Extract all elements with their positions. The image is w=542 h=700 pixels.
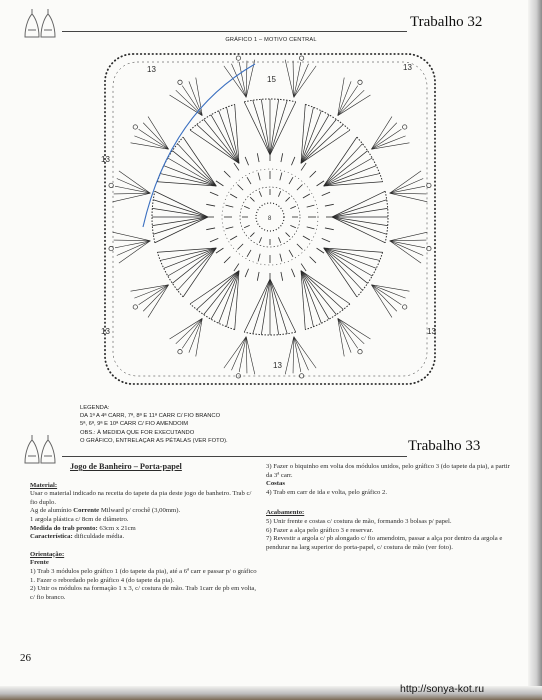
picot-mark bbox=[402, 125, 406, 129]
petal-stitch bbox=[211, 115, 239, 163]
stitch-mark bbox=[234, 264, 239, 271]
picot-mark bbox=[427, 183, 431, 187]
stitch-mark bbox=[301, 163, 306, 170]
stitch-mark bbox=[278, 191, 280, 197]
step-5: 5) Unir frente e costas c/ costura de mão, formando 3 bolsas p/ papel. bbox=[266, 517, 452, 525]
outer-fan-stitch bbox=[148, 285, 169, 318]
finishing-heading: Acabamento: bbox=[266, 509, 305, 517]
outer-fan-stitch bbox=[338, 318, 364, 343]
stitch-mark bbox=[244, 225, 250, 227]
petal-stitch bbox=[178, 144, 217, 186]
stitch-mark bbox=[291, 269, 294, 277]
stitch-mark bbox=[247, 250, 251, 257]
outer-fan-stitch bbox=[371, 143, 409, 149]
outer-fan-stitch bbox=[246, 61, 247, 98]
round-label: 15 bbox=[267, 75, 276, 84]
petal-stitch bbox=[153, 200, 208, 217]
stitch-mark bbox=[310, 257, 316, 263]
outer-fan-stitch bbox=[246, 337, 247, 374]
outer-fan-stitch bbox=[114, 240, 151, 241]
header-rule-1 bbox=[62, 31, 407, 32]
stitch-mark bbox=[250, 233, 254, 237]
stitch-mark bbox=[237, 244, 243, 250]
stitch-mark bbox=[206, 204, 215, 206]
picot-mark bbox=[109, 246, 113, 250]
outer-fan-stitch bbox=[390, 240, 427, 241]
instructions-right-column bbox=[266, 463, 510, 552]
outer-fan-stitch bbox=[113, 193, 151, 202]
outer-fan-stitch bbox=[285, 60, 294, 98]
stitch-mark bbox=[258, 173, 260, 181]
petal-stitch bbox=[204, 271, 239, 315]
petal-stitch bbox=[301, 119, 336, 163]
petal-stitch bbox=[324, 248, 368, 283]
picot-mark bbox=[178, 80, 182, 84]
stitch-mark bbox=[281, 153, 283, 162]
stitch-mark bbox=[224, 257, 230, 263]
outer-fan-stitch bbox=[176, 318, 202, 343]
picot-mark bbox=[133, 305, 137, 309]
petal-stitch bbox=[204, 119, 239, 163]
outer-fan-stitch bbox=[131, 143, 169, 149]
center-label: 8 bbox=[268, 216, 272, 222]
petal-stitch bbox=[270, 279, 287, 334]
outer-fan-stitch bbox=[294, 64, 309, 98]
legend-line: OBS.: À MEDIDA QUE FOR EXECUTANDO bbox=[80, 429, 195, 436]
stitch-mark bbox=[301, 264, 306, 271]
round-label: 13 bbox=[403, 63, 412, 72]
stitch-mark bbox=[224, 171, 230, 177]
petal-stitch bbox=[301, 125, 343, 164]
watermark-url: http://sonya-kot.ru bbox=[400, 683, 485, 695]
stitch-mark bbox=[317, 248, 324, 253]
outer-fan-stitch bbox=[371, 285, 392, 318]
petal-stitch bbox=[178, 248, 217, 290]
petal-stitch bbox=[324, 248, 363, 290]
stitch-mark bbox=[237, 184, 243, 190]
stitch-mark bbox=[259, 237, 261, 243]
front-heading: Frente bbox=[30, 559, 49, 567]
stitch-mark bbox=[289, 177, 293, 184]
stitch-mark bbox=[325, 204, 334, 206]
petal-stitch bbox=[301, 271, 343, 310]
header-rule-2 bbox=[62, 456, 407, 457]
stitch-mark bbox=[257, 272, 259, 281]
material-heading: Material: bbox=[30, 481, 58, 489]
outer-fan-stitch bbox=[338, 318, 371, 339]
petal-stitch bbox=[332, 200, 387, 217]
outer-fan-stitch bbox=[131, 285, 169, 291]
outer-fan-stitch bbox=[246, 337, 255, 375]
stitch-mark bbox=[307, 227, 315, 229]
needle-text: Ag de alumínio Corrente Milward p/ crochê (3,00mm). bbox=[30, 507, 181, 515]
stitch-mark bbox=[216, 181, 223, 186]
step-1: 1) Trab 3 módulos pelo gráfico 1 (do tapete da pia), até a 6ª carr e passar p/ o gráfico 1. Fazer o rebordado pelo gráfico 4 (do tapete da pia). bbox=[30, 567, 257, 584]
outer-fan-stitch bbox=[113, 232, 151, 241]
outer-fan-stitch bbox=[390, 178, 424, 193]
crochet-chart bbox=[95, 42, 445, 392]
picot-mark bbox=[299, 56, 303, 60]
petal-stitch bbox=[197, 271, 239, 310]
round-label: 13 bbox=[147, 65, 156, 74]
outer-fan-stitch bbox=[294, 337, 309, 371]
outer-fan-stitch bbox=[390, 193, 428, 202]
stitch-mark bbox=[259, 191, 261, 197]
section-heading-trabalho-33: Trabalho 33 bbox=[408, 438, 481, 454]
step-3: 3) Fazer o biquinho em volta dos módulos unidos, pelo gráfico 3 (do tapete da pia), a partir da 3ª carr. bbox=[266, 463, 510, 479]
stitch-mark bbox=[310, 171, 316, 177]
ring-text: 1 argola plástica c/ 8cm de diâmetro. bbox=[30, 515, 129, 523]
chart-title: GRÁFICO 1 – MOTIVO CENTRAL bbox=[225, 37, 317, 43]
outer-fan-stitch bbox=[117, 178, 151, 193]
petal-stitch bbox=[324, 144, 363, 186]
stitch-mark bbox=[289, 250, 293, 257]
picot-mark bbox=[358, 80, 362, 84]
stitch-mark bbox=[286, 197, 290, 201]
outer-fan-stitch bbox=[148, 117, 169, 150]
petal-stitch bbox=[301, 271, 336, 315]
stitch-mark bbox=[226, 205, 234, 207]
outer-fan-stitch bbox=[371, 123, 396, 149]
page-edge-shadow bbox=[528, 0, 542, 700]
stitch-mark bbox=[322, 238, 330, 241]
outer-fan-stitch bbox=[293, 337, 294, 374]
stitch-mark bbox=[286, 233, 290, 237]
stitch-mark bbox=[281, 272, 283, 281]
outer-fan-stitch bbox=[338, 78, 344, 116]
outer-fan-stitch bbox=[231, 64, 246, 98]
round-label: 13 bbox=[101, 327, 110, 336]
stitch-mark bbox=[210, 192, 218, 195]
legend-line: 5ª, 6ª, 9ª E 10ª CARR C/ FIO AMENDOIM bbox=[80, 421, 189, 428]
stitch-mark bbox=[257, 153, 259, 162]
picot-mark bbox=[236, 56, 240, 60]
orientation-heading: Orientação: bbox=[30, 550, 65, 558]
stitch-mark bbox=[325, 228, 334, 230]
instructions-left-column bbox=[30, 463, 258, 602]
stitch-mark bbox=[206, 228, 215, 230]
stitch-mark bbox=[290, 225, 296, 227]
stitch-mark bbox=[230, 236, 237, 240]
outer-fan-stitch bbox=[170, 318, 203, 339]
stitch-mark bbox=[280, 254, 282, 262]
outer-fan-stitch bbox=[338, 318, 344, 356]
picot-mark bbox=[358, 349, 362, 353]
step-4: 4) Trab em carr de ida e volta, pelo gráfico 2. bbox=[266, 488, 388, 496]
step-7: 7) Revestir a argola c/ pb alongado c/ fio amendoim, passar a alça por dentro da argola e pendurar na larg superior do porta-papel, c/ costura de mão (ver foto). bbox=[266, 535, 503, 551]
stitch-mark bbox=[297, 184, 303, 190]
round-label: 13 bbox=[101, 155, 110, 164]
stitch-mark bbox=[307, 205, 315, 207]
petal-stitch bbox=[324, 158, 372, 186]
legend-line: O GRÁFICO, ENTRELAÇAR AS PÉTALAS (VER FOTO). bbox=[80, 437, 228, 444]
stitch-mark bbox=[303, 194, 310, 198]
outer-fan-stitch bbox=[390, 193, 427, 194]
petal-stitch bbox=[301, 115, 329, 163]
round-label: 13 bbox=[273, 361, 282, 370]
stitch-mark bbox=[322, 192, 330, 195]
characteristic-text: Característica: dificuldade média. bbox=[30, 533, 125, 541]
step-2: 2) Unir os módulos na formação 1 x 3, c/ costura de mão. Trab 1carr de pb em volta, c/ fio branco. bbox=[30, 585, 257, 601]
outer-fan-stitch bbox=[196, 318, 202, 356]
measure-text: Medida do trab pronto: 63cm x 21cm bbox=[30, 524, 136, 532]
outer-fan-stitch bbox=[143, 285, 168, 311]
step-6: 6) Fazer a alça pelo gráfico 3 e reservar. bbox=[266, 526, 374, 534]
outer-fan-stitch bbox=[338, 90, 364, 115]
stitch-mark bbox=[303, 236, 310, 240]
back-heading: Costas bbox=[266, 480, 285, 488]
outer-fan-stitch bbox=[371, 117, 392, 150]
petal-stitch bbox=[168, 248, 216, 276]
petal-stitch bbox=[270, 100, 287, 155]
chart-legend bbox=[80, 404, 228, 445]
outer-fan-stitch bbox=[114, 193, 151, 194]
petal-stitch bbox=[211, 271, 239, 319]
outer-fan-stitch bbox=[143, 123, 168, 149]
stitch-mark bbox=[278, 237, 280, 243]
stitch-mark bbox=[216, 248, 223, 253]
legend-line: LEGENDA: bbox=[80, 405, 110, 411]
stitch-mark bbox=[280, 173, 282, 181]
stitch-mark bbox=[245, 157, 248, 165]
picot-mark bbox=[178, 349, 182, 353]
petal-stitch bbox=[332, 217, 387, 234]
petal-stitch bbox=[168, 158, 216, 186]
stitch-mark bbox=[226, 227, 234, 229]
material-text: Usar o material indicado na receita do tapete da pia deste jogo de banheiro. Trab c/ fio duplo. bbox=[30, 490, 252, 506]
outer-fan-stitch bbox=[231, 337, 246, 371]
stitch-mark bbox=[234, 163, 239, 170]
petal-stitch bbox=[253, 100, 270, 155]
picot-mark bbox=[427, 246, 431, 250]
petal-stitch bbox=[301, 271, 329, 319]
petal-stitch bbox=[324, 151, 368, 186]
outer-fan-stitch bbox=[293, 61, 294, 98]
stitch-mark bbox=[244, 206, 250, 208]
petal-stitch bbox=[197, 125, 239, 164]
petal-stitch bbox=[172, 248, 216, 283]
stitch-mark bbox=[258, 254, 260, 262]
outer-fan-stitch bbox=[338, 95, 371, 116]
petal-stitch bbox=[153, 217, 208, 234]
outer-fan-stitch bbox=[285, 337, 294, 375]
outer-fan-stitch bbox=[117, 241, 151, 256]
picot-mark bbox=[109, 183, 113, 187]
project-subtitle: Jogo de Banheiro – Porta-papel bbox=[70, 462, 182, 471]
stitch-mark bbox=[247, 177, 251, 184]
section-heading-trabalho-32: Trabalho 32 bbox=[410, 14, 483, 30]
outer-fan-stitch bbox=[371, 285, 396, 311]
stitch-mark bbox=[210, 238, 218, 241]
outer-fan-stitch bbox=[390, 232, 428, 241]
stitch-mark bbox=[317, 181, 324, 186]
legend-line: DA 1ª A 4ª CARR, 7ª, 8ª E 11ª CARR C/ FIO BRANCO bbox=[80, 413, 221, 420]
picot-mark bbox=[402, 305, 406, 309]
stitch-mark bbox=[230, 194, 237, 198]
outer-fan-stitch bbox=[371, 285, 409, 291]
petal-stitch bbox=[253, 279, 270, 334]
round-label: 13 bbox=[427, 327, 436, 336]
petal-stitch bbox=[324, 248, 372, 276]
picot-mark bbox=[133, 125, 137, 129]
page-number: 26 bbox=[20, 652, 31, 664]
stitch-mark bbox=[290, 206, 296, 208]
outer-fan-stitch bbox=[390, 241, 424, 256]
stitch-mark bbox=[291, 157, 294, 165]
stitch-mark bbox=[297, 244, 303, 250]
stitch-mark bbox=[250, 197, 254, 201]
petal-stitch bbox=[172, 151, 216, 186]
stitch-mark bbox=[245, 269, 248, 277]
